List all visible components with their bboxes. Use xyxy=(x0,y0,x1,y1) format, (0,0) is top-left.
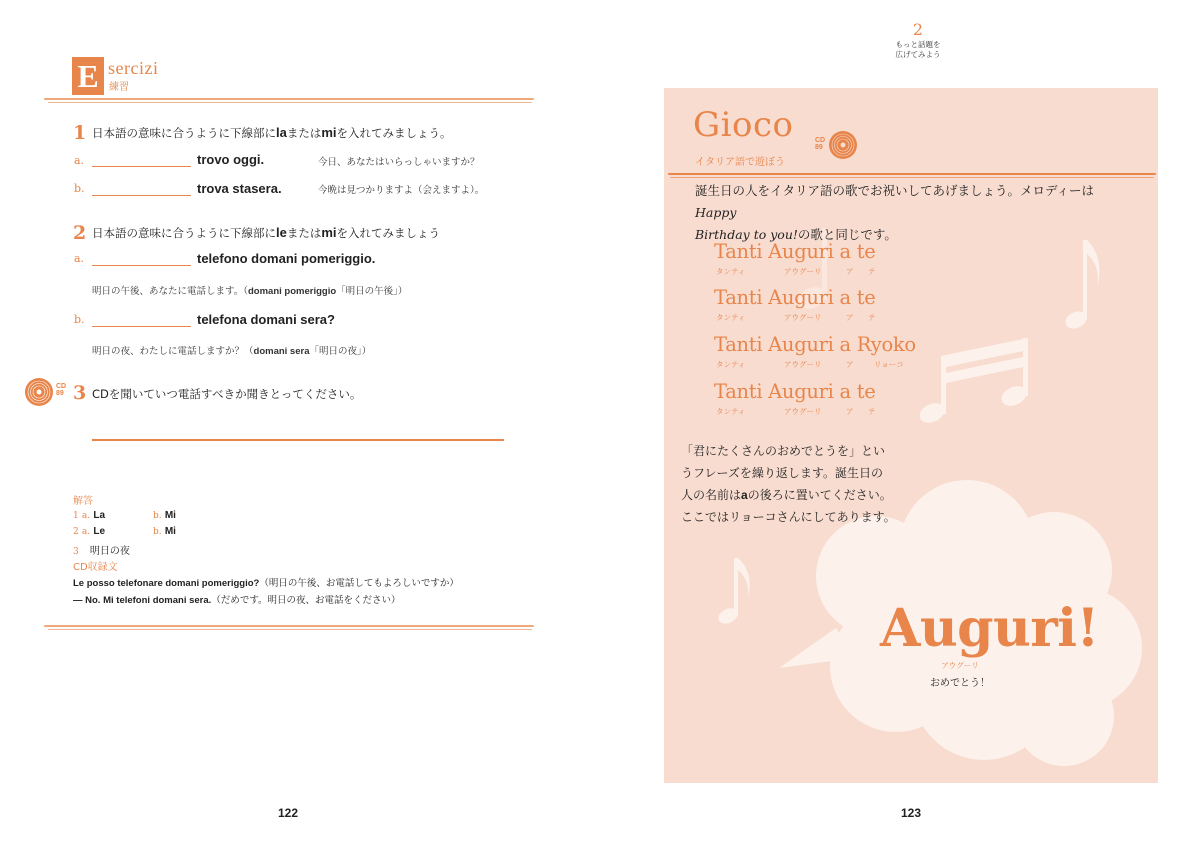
song-ruby: テ xyxy=(868,267,876,276)
question-3-number: 3 xyxy=(73,382,87,404)
song-ruby: タンティ xyxy=(716,267,746,276)
song-line xyxy=(714,333,954,369)
question-2a-letter: a. xyxy=(74,252,85,265)
bubble-translation: おめでとう！ xyxy=(930,678,990,689)
header-divider xyxy=(44,98,534,100)
song-ruby: ア xyxy=(846,407,854,416)
question-1b-letter: b. xyxy=(74,182,85,195)
page-number-right: 123 xyxy=(901,806,922,820)
footer-divider-secondary xyxy=(48,629,532,630)
exercise-header-word: sercizi xyxy=(108,58,159,78)
question-3-answer-line[interactable] xyxy=(92,439,504,441)
question-1b-translation: 今晩は見つかりますよ（会えますよ）。 xyxy=(318,185,485,196)
gioco-title: Gioco xyxy=(693,105,794,145)
question-1-prompt: 日本語の意味に合うように下線部にlaまたはmiを入れてみましょう。 xyxy=(92,125,452,140)
question-2b-letter: b. xyxy=(74,313,85,326)
question-2a-blank[interactable] xyxy=(92,265,191,266)
exercise-header-subtitle: 練習 xyxy=(109,82,129,93)
question-3-prompt: CDを聞いていつ電話すべきか聞きとってください。 xyxy=(92,387,362,401)
answers-heading: 解答 xyxy=(73,496,93,507)
question-2a-translation: 明日の午後、あなたに電話します。（domani pomeriggio「明日の午後」） xyxy=(92,286,408,297)
bubble-word: Auguri! xyxy=(880,598,1099,659)
bubble-ruby: アウグーリ xyxy=(941,661,979,670)
chapter-number: 2 xyxy=(912,20,924,39)
footer-divider xyxy=(44,625,534,627)
question-2a-phrase: telefono domani pomeriggio. xyxy=(197,251,376,266)
page-number-left: 122 xyxy=(278,806,299,820)
gioco-divider xyxy=(668,173,1156,175)
song-ruby: アウグーリ xyxy=(784,407,822,416)
chapter-title: もっと話題を 広げてみよう xyxy=(895,40,941,59)
music-note-small-icon xyxy=(716,558,750,627)
song-line-text: Tanti Auguri a te xyxy=(714,286,876,309)
answer-row-2: 2 a. Le b. Mi xyxy=(73,526,176,537)
answer-row-3: 3 明日の夜 xyxy=(73,546,130,557)
song-ruby: ア xyxy=(846,267,854,276)
gioco-divider-secondary xyxy=(670,177,1154,178)
cd-icon[interactable] xyxy=(828,130,858,160)
question-2b-blank[interactable] xyxy=(92,326,191,327)
question-1b-blank[interactable] xyxy=(92,195,191,196)
song-line xyxy=(714,286,954,322)
song-line-text: Tanti Auguri a te xyxy=(714,240,876,263)
song-line-text: Tanti Auguri a Ryoko xyxy=(714,333,916,356)
song-ruby: テ xyxy=(868,313,876,322)
question-1a-blank[interactable] xyxy=(92,166,191,167)
song-ruby: ア xyxy=(846,313,854,322)
question-2b-translation: 明日の夜、わたしに電話しますか？（domani sera「明日の夜」） xyxy=(92,346,372,357)
song-ruby: ア xyxy=(846,360,854,369)
song-ruby: タンティ xyxy=(716,313,746,322)
song-ruby: リョーコ xyxy=(874,360,904,369)
cd-icon[interactable] xyxy=(24,377,54,407)
gioco-explanation: 「君にたくさんのおめでとうを」とい うフレーズを繰り返します。誕生日の 人の名前はaの後ろに置いてください。 ここではリョーコさんにしてあります。 xyxy=(681,444,896,524)
song-line-text: Tanti Auguri a te xyxy=(714,380,876,403)
question-2-prompt: 日本語の意味に合うように下線部にleまたはmiを入れてみましょう xyxy=(92,225,441,240)
music-note-icon xyxy=(1063,240,1100,332)
cd-track-label: CD 89 xyxy=(56,383,67,397)
cd-track-label: CD 89 xyxy=(815,137,826,151)
question-2b-phrase: telefona domani sera? xyxy=(197,312,335,327)
song-line xyxy=(714,380,954,416)
exercise-header-letter: E xyxy=(72,57,104,95)
header-divider-secondary xyxy=(48,102,532,103)
song-line xyxy=(714,240,954,276)
song-ruby: タンティ xyxy=(716,360,746,369)
gioco-subtitle: イタリア語で遊ぼう xyxy=(695,157,785,168)
cd-transcript-line-1: Le posso telefonare domani pomeriggio?（明日の午後、お電話してもよろしいですか） xyxy=(73,578,459,589)
song-ruby: アウグーリ xyxy=(784,313,822,322)
song-ruby: タンティ xyxy=(716,407,746,416)
question-1a-letter: a. xyxy=(74,154,85,167)
cd-transcript-line-2: — No. Mi telefoni domani sera.（だめです。明日の夜、お電話をください） xyxy=(73,595,401,606)
song-ruby: アウグーリ xyxy=(784,267,822,276)
question-1a-translation: 今日、あなたはいらっしゃいますか？ xyxy=(318,157,480,168)
gioco-intro: 誕生日の人をイタリア語の歌でお祝いしてあげましょう。メロディーはHappy Birthday to you!の歌と同じです。 xyxy=(695,183,1095,242)
question-1b-phrase: trova stasera. xyxy=(197,181,282,196)
song-ruby: アウグーリ xyxy=(784,360,822,369)
answer-row-1: 1 a. La b. Mi xyxy=(73,510,176,521)
question-1a-phrase: trovo oggi. xyxy=(197,152,265,167)
cd-transcript-heading: CD収録文 xyxy=(73,562,118,573)
question-1-number: 1 xyxy=(73,122,87,144)
question-2-number: 2 xyxy=(73,222,87,244)
song-ruby: テ xyxy=(868,407,876,416)
